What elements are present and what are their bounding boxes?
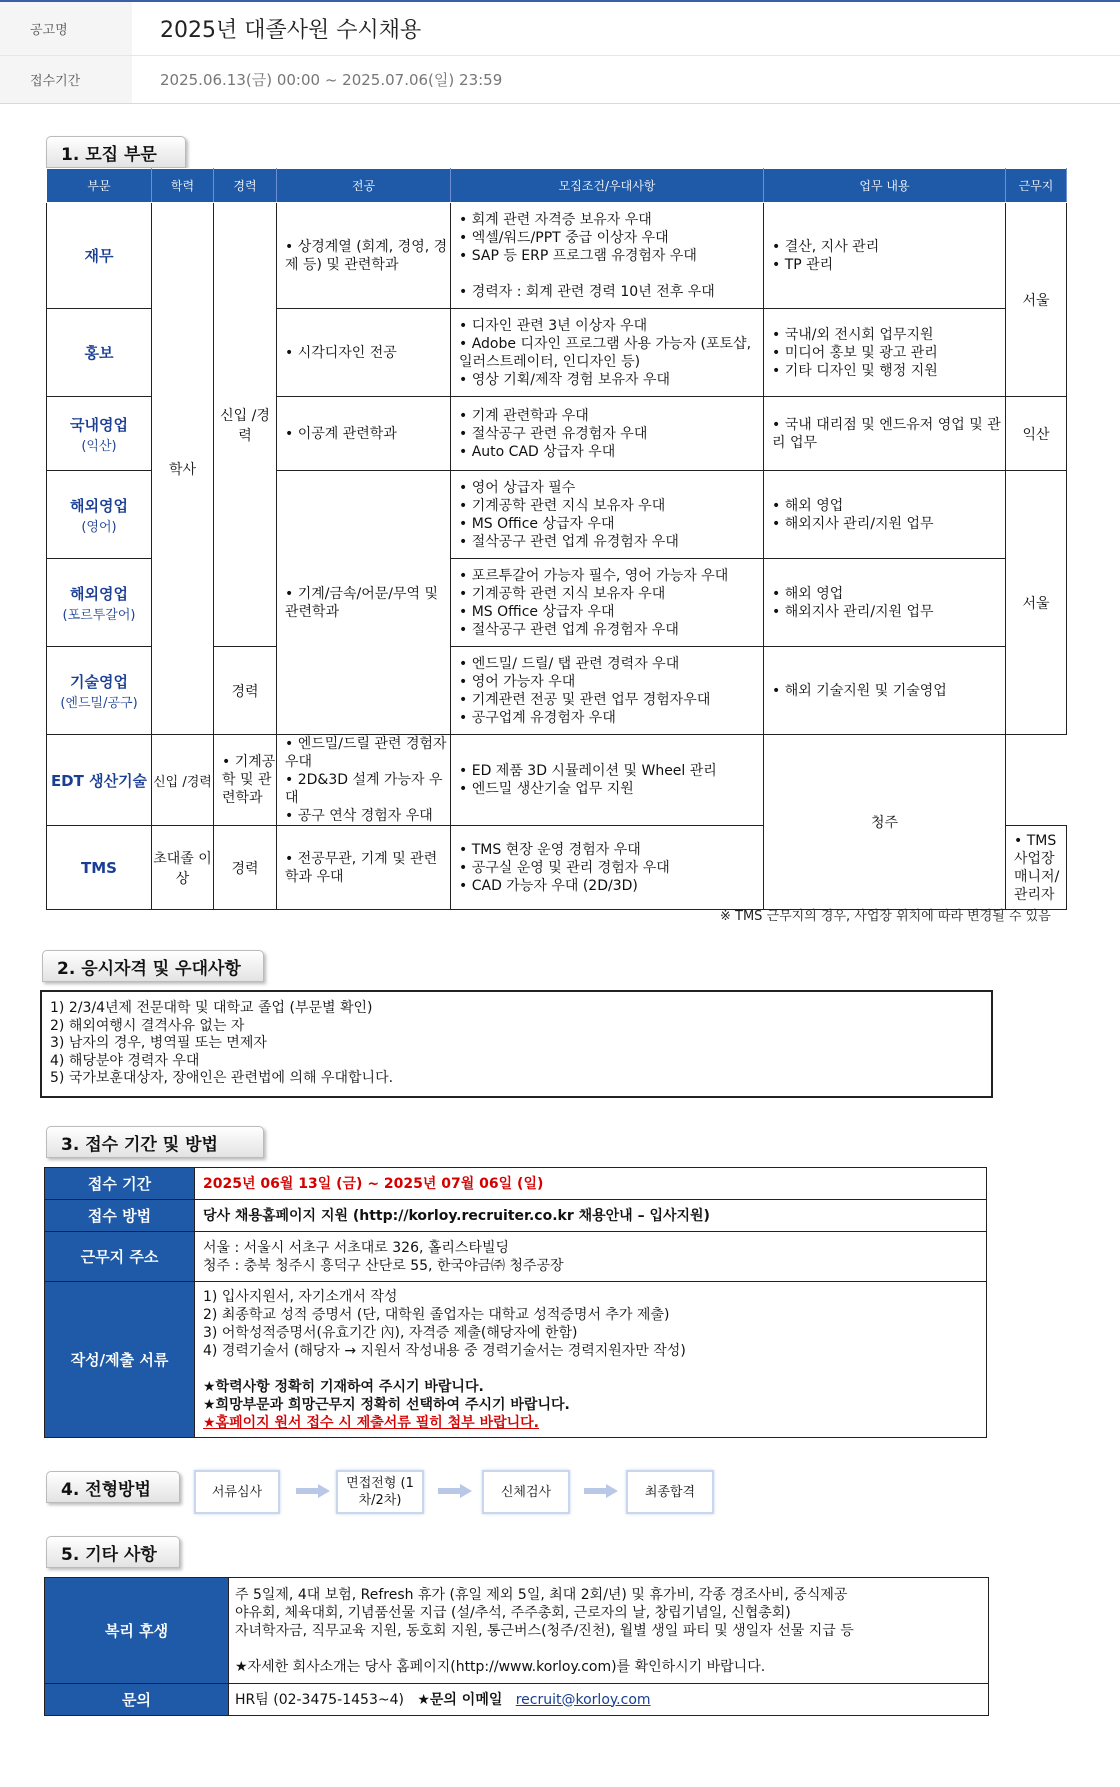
address-key: 근무지 주소 [45, 1232, 195, 1282]
duties-cell [764, 203, 1006, 309]
qualification-item: 2) 해외여행시 결격사유 없는 자 [50, 1017, 245, 1034]
dept-name: 국내영업 [70, 415, 128, 434]
major-cell: • 기계공학 및 관련학과 [214, 735, 277, 826]
docs-line: 2) 최종학교 성적 증명서 (단, 대학원 졸업자는 대학교 성적증명서 추가 제출) [203, 1306, 670, 1323]
dept-sub: (포르투갈어) [62, 607, 136, 623]
docs-notice-red: ★홈페이지 원서 접수 시 제출서류 필히 첨부 바랍니다. [203, 1414, 539, 1431]
condition-item: • 공구실 운영 및 관리 경험자 우대 [459, 859, 763, 877]
qualification-item: 5) 국가보훈대상자, 장애인은 관련법에 의해 우대합니다. [50, 1070, 394, 1086]
condition-item: • MS Office 상급자 우대 [459, 603, 763, 621]
contact-value [229, 1684, 989, 1716]
condition-item: • 기계공학 관련 지식 보유자 우대 [459, 585, 763, 603]
condition-item: • 절삭공구 관련 업계 유경험자 우대 [459, 621, 763, 639]
table-row [45, 1282, 987, 1438]
conditions-cell [451, 203, 764, 309]
condition-item: • MS Office 상급자 우대 [459, 515, 763, 533]
career-cell: 신입 /경력 [214, 203, 277, 647]
qualification-item: 4) 해당분야 경력자 우대 [50, 1052, 200, 1069]
condition-item: • 2D&3D 설계 가능자 우대 [285, 771, 450, 807]
posting-title-row [0, 0, 1120, 56]
duty-item: • 미디어 홍보 및 광고 관리 [772, 344, 1005, 362]
section-4-title: 4. 전형방법 [46, 1471, 180, 1503]
duty-item: • ED 제품 3D 시뮬레이션 및 Wheel 관리 [459, 762, 763, 780]
condition-item: • 엔드밀/드릴 관련 경험자 우대 [285, 735, 450, 771]
duty-item: • 국내 대리점 및 엔드유저 영업 및 관리 업무 [772, 416, 1005, 452]
condition-item: • 영상 기획/제작 경험 보유자 우대 [459, 371, 763, 389]
posting-period: 2025.06.13(금) 00:00 ~ 2025.07.06(일) 23:59 [160, 71, 503, 89]
dept-cell [47, 735, 152, 826]
duty-item: • 국내/외 전시회 업무지원 [772, 326, 1005, 344]
dept-name: 기술영업 [70, 672, 128, 691]
tms-location-note: ※ TMS 근무지의 경우, 사업장 위치에 따라 변경될 수 있음 [720, 909, 1051, 924]
dept-cell [47, 309, 152, 397]
contact-email-link[interactable]: recruit@korloy.com [515, 1691, 651, 1708]
condition-item: • TMS 현장 운영 경험자 우대 [459, 841, 763, 859]
section-3-title: 3. 접수 기간 및 방법 [46, 1126, 264, 1158]
conditions-cell [451, 471, 764, 559]
condition-item: • SAP 등 ERP 프로그램 유경험자 우대 [459, 247, 763, 265]
conditions-cell [277, 735, 451, 826]
duty-item: • TMS 사업장 매니저/관리자 [1014, 832, 1066, 904]
duty-item: • 해외 영업 [772, 497, 1005, 515]
conditions-cell [451, 397, 764, 471]
duty-item: • TP 관리 [772, 256, 1005, 274]
dept-cell [47, 559, 152, 647]
arrow-right-icon [438, 1484, 472, 1498]
dept-name: 재무 [84, 247, 114, 265]
docs-line: 1) 입사지원서, 자기소개서 작성 [203, 1288, 398, 1305]
table-row [45, 1684, 989, 1716]
col-dept: 부문 [47, 169, 152, 203]
welfare-line: 주 5일제, 4대 보험, Refresh 휴가 (휴일 제외 5일, 최대 2회/년) 및 휴가비, 각종 경조사비, 중식제공 [235, 1586, 848, 1603]
condition-item: • 회계 관련 자격증 보유자 우대 [459, 211, 763, 229]
location-cell: 청주 [764, 735, 1006, 910]
welfare-line: 자녀학자금, 직무교육 지원, 동호회 지원, 통근버스(청주/진천), 월별 생일 파티 및 생일자 선물 지급 등 [235, 1622, 854, 1639]
dept-cell [47, 647, 152, 735]
table-row [45, 1168, 987, 1200]
location-cell: 서울 [1006, 203, 1067, 397]
recruit-table-header [47, 169, 1067, 203]
career-cell: 경력 [214, 647, 277, 735]
duty-item: • 해외지사 관리/지원 업무 [772, 603, 1005, 621]
edu-cell: 초대졸 이상 [152, 826, 214, 910]
condition-item: • 포르투갈어 가능자 필수, 영어 가능자 우대 [459, 567, 763, 585]
edu-cell: 학사 [152, 203, 214, 735]
application-table [44, 1167, 987, 1438]
section-1-title: 1. 모집 부문 [46, 136, 186, 168]
dept-cell [47, 826, 152, 910]
col-edu: 학력 [152, 169, 214, 203]
contact-key: 문의 [45, 1684, 229, 1716]
duty-item: • 해외 영업 [772, 585, 1005, 603]
process-step: 신체검사 [482, 1470, 570, 1514]
condition-item: • 영어 가능자 우대 [459, 673, 763, 691]
duty-item: • 결산, 지사 관리 [772, 238, 1005, 256]
table-row [47, 203, 1067, 309]
welfare-value [229, 1578, 989, 1684]
dept-sub: (엔드밀/공구) [60, 695, 138, 711]
major-cell: • 시각디자인 전공 [277, 309, 451, 397]
welfare-key: 복리 후생 [45, 1578, 229, 1684]
address-value [195, 1232, 987, 1282]
duty-item: • 해외지사 관리/지원 업무 [772, 515, 1005, 533]
qualification-item: 1) 2/3/4년제 전문대학 및 대학교 졸업 (부문별 확인) [50, 1000, 373, 1016]
duties-cell [764, 309, 1006, 397]
welfare-line: 야유회, 체육대회, 기념품선물 지급 (설/추석, 주주총회, 근로자의 날, 창립기념일, 신협총회) [235, 1604, 791, 1621]
condition-item: • 절삭공구 관련 업계 유경험자 우대 [459, 533, 763, 551]
table-row [45, 1578, 989, 1684]
dept-name: EDT 생산기술 [50, 771, 148, 790]
docs-notice: ★희망부문과 희망근무지 정확히 선택하여 주시기 바랍니다. [203, 1396, 570, 1413]
table-row [47, 735, 1067, 826]
duty-item: • 기타 디자인 및 행정 지원 [772, 362, 1005, 380]
arrow-right-icon [584, 1484, 618, 1498]
conditions-cell [451, 559, 764, 647]
qualification-item: 3) 남자의 경우, 병역필 또는 면제자 [50, 1035, 267, 1051]
major-cell: • 상경계열 (회계, 경영, 경제 등) 및 관련학과 [277, 203, 451, 309]
condition-item: • 기계 관련학과 우대 [459, 407, 763, 425]
duties-cell [451, 735, 764, 826]
condition-item: • Auto CAD 상급자 우대 [459, 443, 763, 461]
dept-cell [47, 203, 152, 309]
condition-item: • 영어 상급자 필수 [459, 479, 763, 497]
dept-cell [47, 471, 152, 559]
condition-item: • 경력자 : 회계 관련 경력 10년 전후 우대 [459, 283, 763, 301]
condition-item: • 디자인 관련 3년 이상자 우대 [459, 317, 763, 335]
method-value: 당사 채용홈페이지 지원 (http://korloy.recruiter.co.kr 채용안내 – 입사지원) [195, 1200, 987, 1232]
condition-item: • CAD 가능자 우대 (2D/3D) [459, 877, 763, 895]
condition-item: • 공구업계 유경험자 우대 [459, 709, 763, 727]
docs-key: 작성/제출 서류 [45, 1282, 195, 1438]
process-step: 면접전형 (1차/2차) [336, 1470, 424, 1514]
docs-line: 4) 경력기술서 (해당자 → 지원서 작성내용 중 경력기술서는 경력지원자만 작성) [203, 1342, 686, 1359]
posting-period-label: 접수기간 [0, 56, 132, 103]
career-cell: 신입 /경력 [152, 735, 214, 826]
qualifications-box [40, 990, 993, 1098]
location-cell: 서울 [1006, 471, 1067, 735]
conditions-cell [451, 647, 764, 735]
major-cell: • 기계/금속/어문/무역 및 관련학과 [277, 471, 451, 735]
condition-item: • Adobe 디자인 프로그램 사용 가능자 (포토샵, 일러스트레이터, 인디자인 등) [459, 335, 763, 371]
conditions-cell [451, 309, 764, 397]
process-step: 최종합격 [626, 1470, 714, 1514]
career-cell: 경력 [214, 826, 277, 910]
col-location: 근무지 [1006, 169, 1067, 203]
location-cell: 익산 [1006, 397, 1067, 471]
dept-name: 홍보 [84, 344, 114, 362]
col-career: 경력 [214, 169, 277, 203]
period-value: 2025년 06월 13일 (금) ~ 2025년 07월 06일 (일) [195, 1168, 987, 1200]
table-row [45, 1200, 987, 1232]
condition-item: • 엑셀/워드/PPT 중급 이상자 우대 [459, 229, 763, 247]
duties-cell [764, 397, 1006, 471]
col-duties: 업무 내용 [764, 169, 1006, 203]
etc-table [44, 1577, 989, 1716]
dept-name: 해외영업 [70, 584, 128, 603]
dept-name: 해외영업 [70, 496, 128, 515]
docs-notice: ★학력사항 정확히 기재하여 주시기 바랍니다. [203, 1378, 484, 1395]
contact-email-label: ★문의 이메일 [417, 1691, 503, 1708]
conditions-cell [451, 826, 764, 910]
condition-item: • 공구 연삭 경험자 우대 [285, 807, 450, 825]
dept-sub: (영어) [81, 519, 117, 535]
condition-item: • 기계공학 관련 지식 보유자 우대 [459, 497, 763, 515]
duties-cell [764, 471, 1006, 559]
major-cell: • 이공계 관련학과 [277, 397, 451, 471]
section-2-title: 2. 응시자격 및 우대사항 [42, 950, 264, 982]
condition-item: • 기계관련 전공 및 관련 업무 경험자우대 [459, 691, 763, 709]
duty-item: • 엔드밀 생산기술 업무 지원 [459, 780, 763, 798]
address-line: 서울 : 서울시 서초구 서초대로 326, 홀리스타빌딩 [203, 1239, 510, 1256]
dept-name: TMS [81, 858, 117, 877]
welfare-notice: ★자세한 회사소개는 당사 홈페이지(http://www.korloy.com)를 확인하시기 바랍니다. [235, 1658, 766, 1675]
method-key: 접수 방법 [45, 1200, 195, 1232]
condition-item: • 엔드밀/ 드릴/ 탭 관련 경력자 우대 [459, 655, 763, 673]
table-row [45, 1232, 987, 1282]
major-cell: • 전공무관, 기계 및 관련학과 우대 [277, 826, 451, 910]
duties-cell [764, 647, 1006, 735]
address-line: 청주 : 충북 청주시 흥덕구 산단로 55, 한국야금㈜ 청주공장 [203, 1257, 564, 1274]
contact-phone: HR팀 (02-3475-1453~4) [235, 1691, 404, 1708]
recruit-table [46, 168, 1067, 910]
arrow-right-icon [296, 1484, 330, 1498]
posting-period-row [0, 56, 1120, 104]
period-key: 접수 기간 [45, 1168, 195, 1200]
dept-cell [47, 397, 152, 471]
col-major: 전공 [277, 169, 451, 203]
duties-cell [764, 559, 1006, 647]
col-conditions: 모집조건/우대사항 [451, 169, 764, 203]
posting-title: 2025년 대졸사원 수시채용 [160, 18, 422, 43]
process-step: 서류심사 [194, 1470, 280, 1514]
duties-cell [1006, 826, 1067, 910]
posting-title-label: 공고명 [0, 2, 132, 55]
docs-line: 3) 어학성적증명서(유효기간 內), 자격증 제출(해당자에 한함) [203, 1324, 578, 1341]
dept-sub: (익산) [81, 438, 117, 454]
duty-item: • 해외 기술지원 및 기술영업 [772, 682, 1005, 700]
section-5-title: 5. 기타 사항 [46, 1536, 180, 1568]
condition-item: • 절삭공구 관련 유경험자 우대 [459, 425, 763, 443]
docs-value [195, 1282, 987, 1438]
